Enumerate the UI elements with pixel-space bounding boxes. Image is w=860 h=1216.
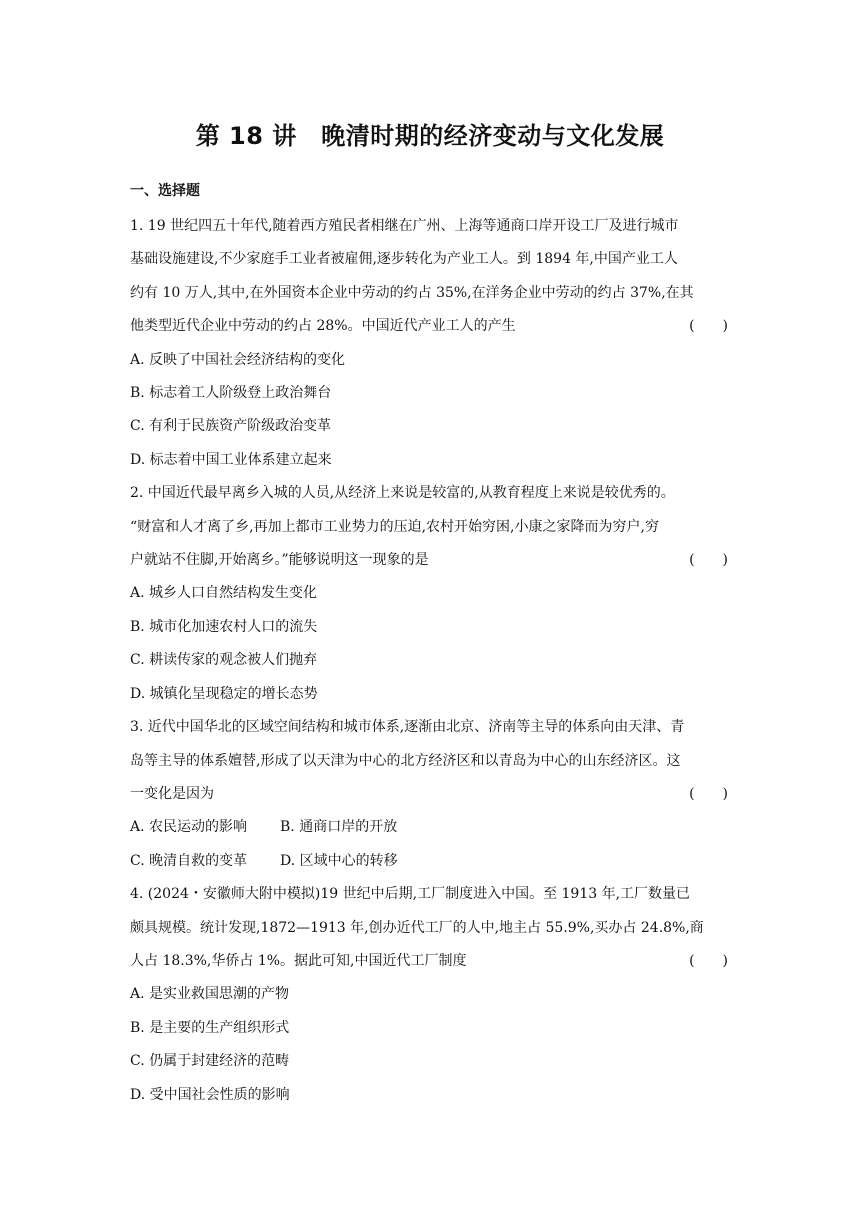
question-1 <box>130 210 730 477</box>
question-stem-line: 3. 近代中国华北的区域空间结构和城市体系,逐渐由北京、济南等主导的体系向由天津、青 <box>130 719 685 736</box>
question-stem-line: 户就站不住脚,开始离乡。”能够说明这一现象的是 <box>130 552 429 569</box>
question-2 <box>130 477 730 711</box>
option-row <box>130 845 730 878</box>
question-stem-line: 颇具规模。统计发现,1872—1913 年,创办近代工厂的人中,地主占 55.9%,买办占 24.8%,商 <box>130 919 704 936</box>
question-4 <box>130 878 730 1112</box>
question-stem-line: 基础设施建设,不少家庭手工业者被雇佣,逐步转化为产业工人。到 1894 年,中国产业工人 <box>130 251 678 268</box>
option-b: B. 城市化加速农村人口的流失 <box>130 618 318 635</box>
question-stem-line: “财富和人才离了乡,再加上都市工业势力的压迫,农村开始穷困,小康之家降而为穷户,穷 <box>130 518 659 535</box>
option-a: A. 是实业救国思潮的产物 <box>130 986 290 1003</box>
question-stem-line: 2. 中国近代最早离乡入城的人员,从经济上来说是较富的,从教育程度上来说是较优秀的。 <box>130 485 675 502</box>
document-page <box>130 118 730 1112</box>
section-heading: 一、选择题 <box>130 183 200 199</box>
question-stem-line: 4. (2024・安徽师大附中模拟)19 世纪中后期,工厂制度进入中国。至 1913 年,工厂数量已 <box>130 886 691 903</box>
option-a: A. 城乡人口自然结构发生变化 <box>130 585 318 602</box>
option-row <box>130 811 730 844</box>
answer-blank: ( ) <box>689 318 728 335</box>
answer-blank: ( ) <box>689 552 728 569</box>
page-title: 第 18 讲 晚清时期的经济变动与文化发展 <box>195 122 665 150</box>
question-stem-line: 人占 18.3%,华侨占 1%。据此可知,中国近代工厂制度 <box>130 952 467 969</box>
option-c: C. 晚清自救的变革 <box>130 852 248 869</box>
option-a: A. 反映了中国社会经济结构的变化 <box>130 351 346 368</box>
question-stem-last-line <box>130 310 730 343</box>
question-stem-line: 一变化是因为 <box>130 785 214 802</box>
question-stem-line: 他类型近代企业中劳动的约占 28%。中国近代产业工人的产生 <box>130 318 516 335</box>
answer-blank: ( ) <box>689 785 728 802</box>
option-b: B. 是主要的生产组织形式 <box>130 1019 290 1036</box>
question-3 <box>130 711 730 878</box>
question-stem-line: 约有 10 万人,其中,在外国资本企业中劳动的约占 35%,在洋务企业中劳动的约占 37%,在其 <box>130 284 694 301</box>
option-b: B. 标志着工人阶级登上政治舞台 <box>130 385 332 402</box>
option-d: D. 城镇化呈现稳定的增长态势 <box>130 685 318 702</box>
option-c: C. 有利于民族资产阶级政治变革 <box>130 418 332 435</box>
option-c: C. 耕读传家的观念被人们抛弃 <box>130 652 318 669</box>
option-b: B. 通商口岸的开放 <box>280 819 398 836</box>
option-d: D. 受中国社会性质的影响 <box>130 1086 290 1103</box>
question-stem-last-line <box>130 945 730 978</box>
question-stem-last-line <box>130 778 730 811</box>
option-d: D. 区域中心的转移 <box>280 852 398 869</box>
option-a: A. 农民运动的影响 <box>130 819 248 836</box>
question-stem-last-line <box>130 544 730 577</box>
option-d: D. 标志着中国工业体系建立起来 <box>130 451 332 468</box>
option-c: C. 仍属于封建经济的范畴 <box>130 1053 290 1070</box>
question-stem-line: 1. 19 世纪四五十年代,随着西方殖民者相继在广州、上海等通商口岸开设工厂及进行城市 <box>130 218 679 234</box>
answer-blank: ( ) <box>689 952 728 969</box>
question-stem-line: 岛等主导的体系嬗替,形成了以天津为中心的北方经济区和以青岛为中心的山东经济区。这 <box>130 752 681 769</box>
